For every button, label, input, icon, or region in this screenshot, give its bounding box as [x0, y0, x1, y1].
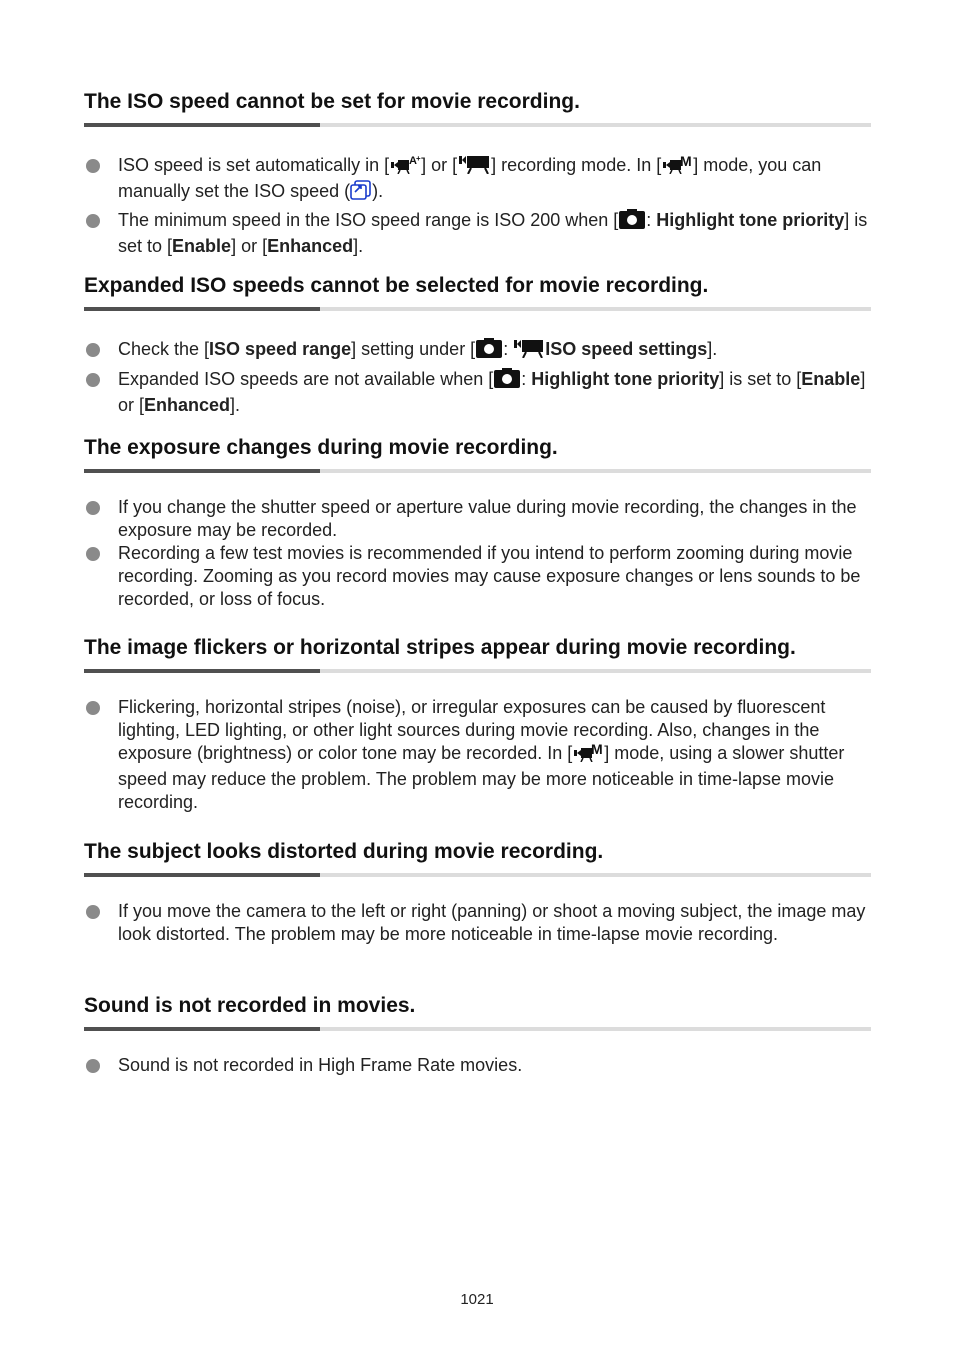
section-exposure-changes	[84, 435, 871, 611]
list-item: Sound is not recorded in High Frame Rate movies.	[84, 1054, 871, 1077]
bullet-list	[84, 696, 871, 814]
movie-manual-mode-icon	[661, 154, 693, 180]
heading-rule	[84, 469, 871, 473]
shooting-menu-camera-icon	[475, 338, 503, 364]
bullet-list	[84, 338, 871, 417]
list-item: Check the [ISO speed range] setting under [ : ISO speed settings].	[84, 338, 871, 364]
bullet-list	[84, 496, 871, 611]
shooting-menu-camera-icon	[618, 209, 646, 235]
section-heading: The subject looks distorted during movie recording.	[84, 840, 604, 863]
section-heading: Sound is not recorded in movies.	[84, 994, 416, 1017]
list-item: Expanded ISO speeds are not available when [ : Highlight tone priority] is set to [Enable] or [Enhanced].	[84, 368, 871, 417]
heading-rule	[84, 123, 871, 127]
svg-text:M: M	[591, 742, 603, 757]
heading-rule	[84, 669, 871, 673]
list-item: If you change the shutter speed or aperture value during movie recording, the changes in the exposure may be recorded.	[84, 496, 871, 542]
heading-rule	[84, 1027, 871, 1031]
section-heading: The image flickers or horizontal stripes appear during movie recording.	[84, 636, 796, 659]
page-number: 1021	[460, 1291, 494, 1308]
heading-rule	[84, 873, 871, 877]
section-subject-distorted	[84, 839, 871, 946]
section-heading: The exposure changes during movie recording.	[84, 436, 558, 459]
section-heading: The ISO speed cannot be set for movie recording.	[84, 90, 580, 113]
list-item: The minimum speed in the ISO speed range is ISO 200 when [ : Highlight tone priority] is set to [Enable] or [Enhanced].	[84, 209, 871, 258]
movie-auto-mode-icon	[389, 154, 421, 180]
section-image-flickers	[84, 635, 871, 814]
section-sound-not-recorded	[84, 993, 871, 1077]
bullet-list	[84, 900, 871, 946]
list-item: ISO speed is set automatically in [ A + ] or [ ] recording mode. In [ M ] mode, you can manually set the ISO speed ( ).	[84, 154, 871, 206]
list-item: If you move the camera to the left or right (panning) or shoot a moving subject, the image may look distorted. The problem may be more noticeable in time-lapse movie recording.	[84, 900, 871, 946]
list-item: Recording a few test movies is recommended if you intend to perform zooming during movie recording. Zooming as you record movies may cause exposure changes or lens sounds to be recorded, or loss of focus.	[84, 542, 871, 611]
section-heading: Expanded ISO speeds cannot be selected for movie recording.	[84, 274, 709, 297]
movie-manual-mode-icon	[572, 742, 604, 768]
movie-creative-mode-icon	[513, 338, 545, 364]
svg-text:+: +	[416, 154, 421, 163]
heading-rule	[84, 307, 871, 311]
section-expanded-iso-speeds	[84, 273, 871, 417]
movie-creative-mode-icon	[457, 154, 491, 180]
list-item: Flickering, horizontal stripes (noise), or irregular exposures can be caused by fluorescent lighting, LED lighting, or other light sources during movie recording. Also, changes in the exposure (brightness) or color tone may be recorded. In [ M ] mode, using a slower shutter speed may reduce the problem. The problem may be more noticeable in time-lapse movie recording.	[84, 696, 871, 814]
bullet-list	[84, 1054, 871, 1077]
svg-text:A: A	[409, 155, 418, 167]
svg-text:M: M	[680, 154, 692, 169]
shooting-menu-camera-icon	[493, 368, 521, 394]
link-reference-icon[interactable]	[350, 180, 372, 206]
bullet-list	[84, 154, 871, 258]
section-iso-speed-cannot-be-set	[84, 89, 871, 258]
